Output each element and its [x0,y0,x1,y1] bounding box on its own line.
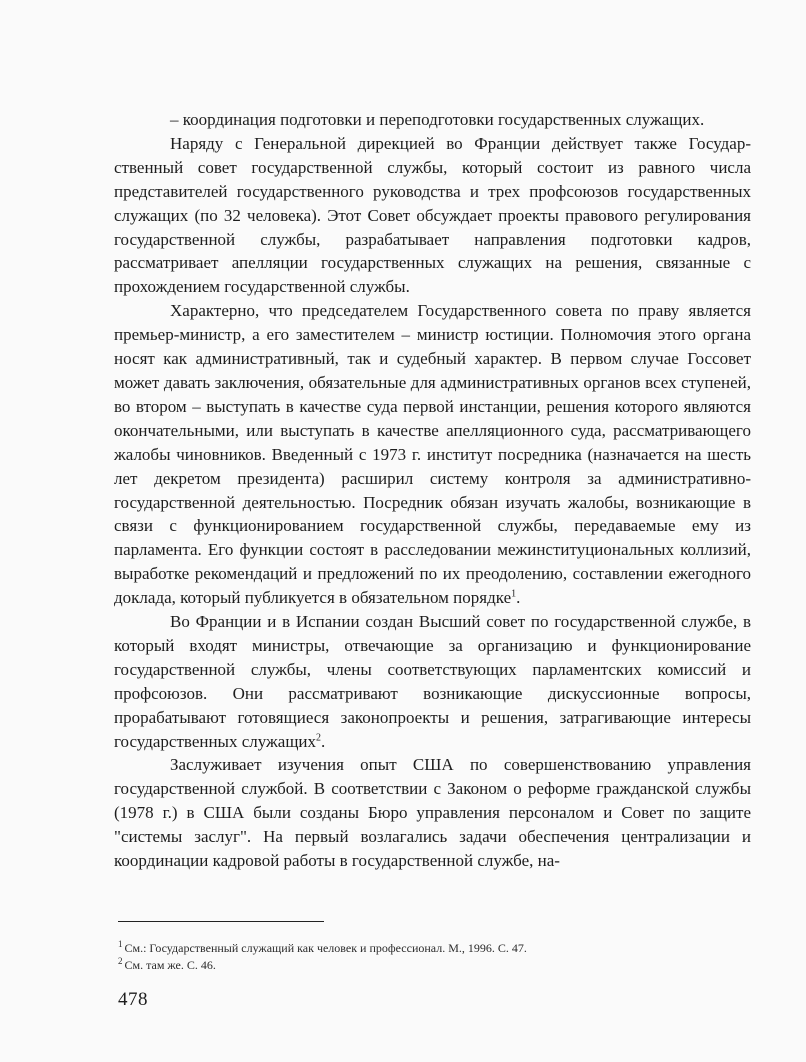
footnote-1-text: См.: Государственный служащий как человек и профессионал. М., 1996. С. 47. [124,941,527,955]
paragraph-1 [114,108,751,132]
footnote-2-number: 2 [118,956,123,966]
paragraph-4-text: Во Франции и в Испании создан Высший совет по государственной службе, в который входят министры, отвечающие за организацию и функционирование государственной службы, члены соответствующих парламентских комиссий и профсоюзов. Они рассматривают возникающие дискуссионные вопросы, прорабатывают готовящиеся законопроекты и решения, затрагивающие интересы государственных служащих [114,612,751,751]
paragraph-5-text: Заслуживает изучения опыт США по совершенствованию управления государственной службой. В соответствии с Законом о реформе гражданской службы (1978 г.) в США были созданы Бюро управления персоналом и Совет по защите "системы заслуг". На первый возлагались задачи обеспечения централизации и координации кадровой работы в государственной службе, на- [114,755,751,871]
footnote-2 [118,957,738,974]
paragraph-4-tail: . [321,731,326,751]
footnote-1-number: 1 [118,939,123,949]
footnote-1 [118,940,738,957]
footnotes [118,940,738,974]
paragraph-2 [114,132,751,299]
footnote-ref-2: 2 [316,731,322,743]
paragraph-1-text: – координация подготовки и переподготовки государственных служащих. [170,110,705,129]
footnote-ref-1: 1 [511,588,517,600]
page-body [114,108,751,873]
footnote-divider [118,921,324,922]
page-number: 478 [118,989,148,1010]
paragraph-3: Характерно, что председателем Государственного совета по праву является премьер-министр, а его заместителем – министр юстиции. Полномочия этого органа носят как административный, так и судебный характер. В первом случае Госсовет может давать заключения, обязательные для административных органов всех ступеней, во втором – выступать в качестве суда первой инстанции, решения которого являются окончательными, или выступать в качестве апелляционного суда, рассматривающего жалобы чиновников. Введенный с 1973 г. институт посредника (назначается на шесть лет декретом президента) расширил систему контроля за административно-государственной деятельностью. Посредник обязан изучать жалобы, возникающие в связи с функционированием государственной службы, передаваемые ему из парламента. Его функции состоят в расследовании межинституциональных коллизий, выработке рекомендаций и предложений по их преодолению, составлении ежегодного доклада, который публикуется в обязательном порядке$^1$. [114,301,751,608]
footnote-2-text: См. там же. С. 46. [124,958,216,972]
paragraph-4 [114,610,751,753]
paragraph-3-text: Характерно, что председателем Государственного совета по праву является премьер-министр, а его заместителем – министр юстиции. Полномочия этого органа носят как административный, так и судебный характер. В первом случае Госсовет может давать заключения, обязательные для административных органов всех ступеней, во втором – выступать в качестве суда первой инстанции, решения которого являются окончательными, или выступать в качестве апелляционного суда, рассматривающего жалобы чиновников. Введенный с 1973 г. институт посредника (назначается на шесть лет декретом президента) расширил систему контроля за административно-государственной деятельностью. Посредник обязан изучать жалобы, возникающие в связи с функционированием государственной службы, передаваемые ему из парламента. Его функции состоят в расследовании межинституциональных коллизий, выработке рекомендаций и предложений по их преодолению, составлении ежегодного доклада, который публикуется в обязательном порядке [114,301,751,608]
paragraph-5 [114,753,751,873]
paragraph-2-text: Наряду с Генеральной дирекцией во Франции действует также Государственный совет государственной службы, который состоит из равного числа представителей государственного руководства и трех профсоюзов государственных служащих (по 32 человека). Этот Совет обсуждает проекты правового регулирования государственной службы, разрабатывает направления подготовки кадров, рассматривает апелляции государственных служащих на решения, связанные с прохождением государственной службы. [114,133,751,297]
